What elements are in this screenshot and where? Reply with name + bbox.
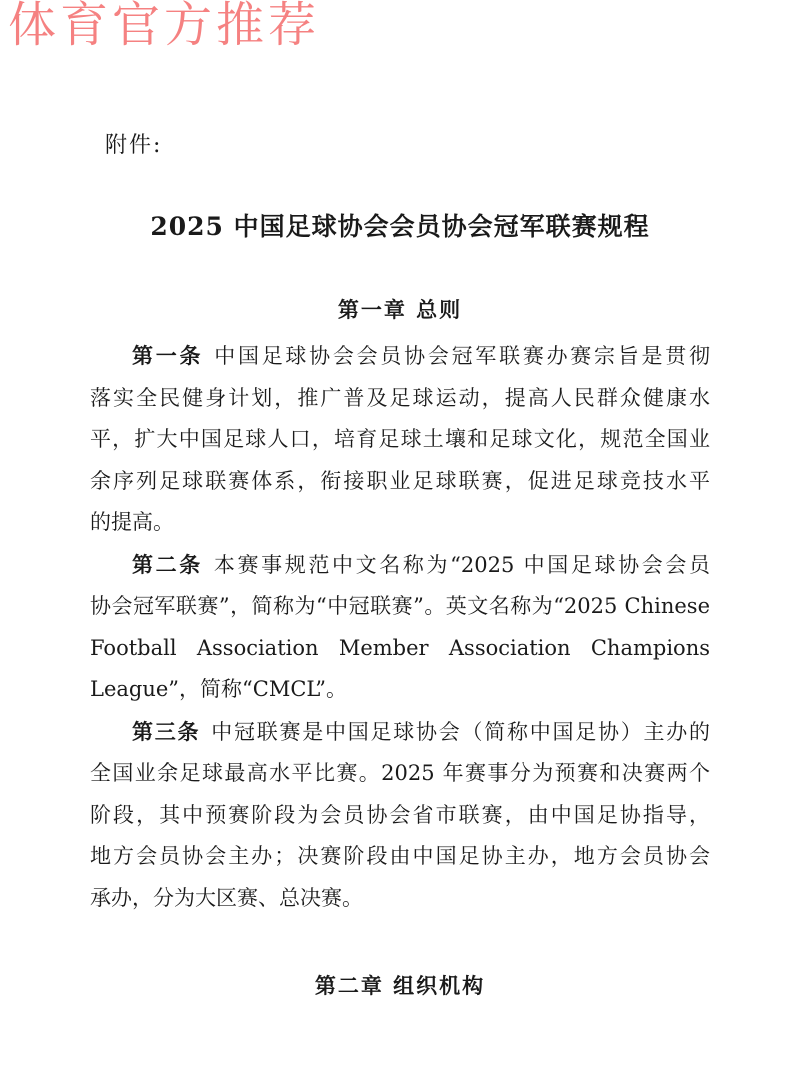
article-1-line-2: 落实全民健身计划，推广普及足球运动，提高人民群众健康水 [90, 385, 710, 410]
article-2-line-2: 协会冠军联赛”，简称为“中冠联赛”。英文名称为“2025 Chinese [90, 594, 710, 618]
article-2-line-3: Football Association Member Association Champions [90, 635, 710, 660]
chapter-2-heading: 第二章 组织机构 [314, 974, 486, 998]
document-title: 2025 中国足球协会会员协会冠军联赛规程 [150, 212, 650, 241]
article-1-line-5: 的提高。 [90, 510, 174, 534]
article-1-line-3: 平，扩大中国足球人口，培育足球土壤和足球文化，规范全国业 [90, 427, 710, 451]
article-3-lead: 第三条 [132, 718, 201, 744]
article-3-line-2: 全国业余足球最高水平比赛。2025 年赛事分为预赛和决赛两个 [90, 761, 710, 785]
watermark-text: 体育官方推荐 [8, 0, 321, 53]
chapter-1-heading: 第一章 总则 [337, 298, 463, 322]
article-2 [90, 544, 710, 711]
article-1-text: 中国足球协会会员协会冠军联赛办赛宗旨是贯彻 [214, 344, 710, 368]
article-3-line-1 [90, 711, 710, 754]
article-3-line-4: 地方会员协会主办；决赛阶段由中国足协主办，地方会员协会 [90, 844, 710, 868]
article-2-line-1 [90, 544, 710, 587]
article-1-line-4: 余序列足球联赛体系，衔接职业足球联赛，促进足球竞技水平 [90, 468, 710, 493]
article-1-lead: 第一条 [132, 343, 204, 368]
article-1-line-1 [90, 335, 710, 378]
article-2-text: 本赛事规范中文名称为“2025 中国足球协会会员 [213, 552, 710, 577]
attachment-label: 附件: [105, 133, 163, 158]
article-1 [90, 335, 710, 544]
article-3-line-3: 阶段，其中预赛阶段为会员协会省市联赛，由中国足协指导， [90, 802, 710, 827]
article-2-lead: 第二条 [132, 551, 203, 577]
article-3-line-5: 承办，分为大区赛、总决赛。 [90, 885, 363, 910]
article-3 [90, 711, 710, 920]
article-2-line-4: League”，简称“CMCL”。 [90, 677, 348, 701]
article-3-text: 中冠联赛是中国足球协会（简称中国足协）主办的 [211, 719, 710, 744]
